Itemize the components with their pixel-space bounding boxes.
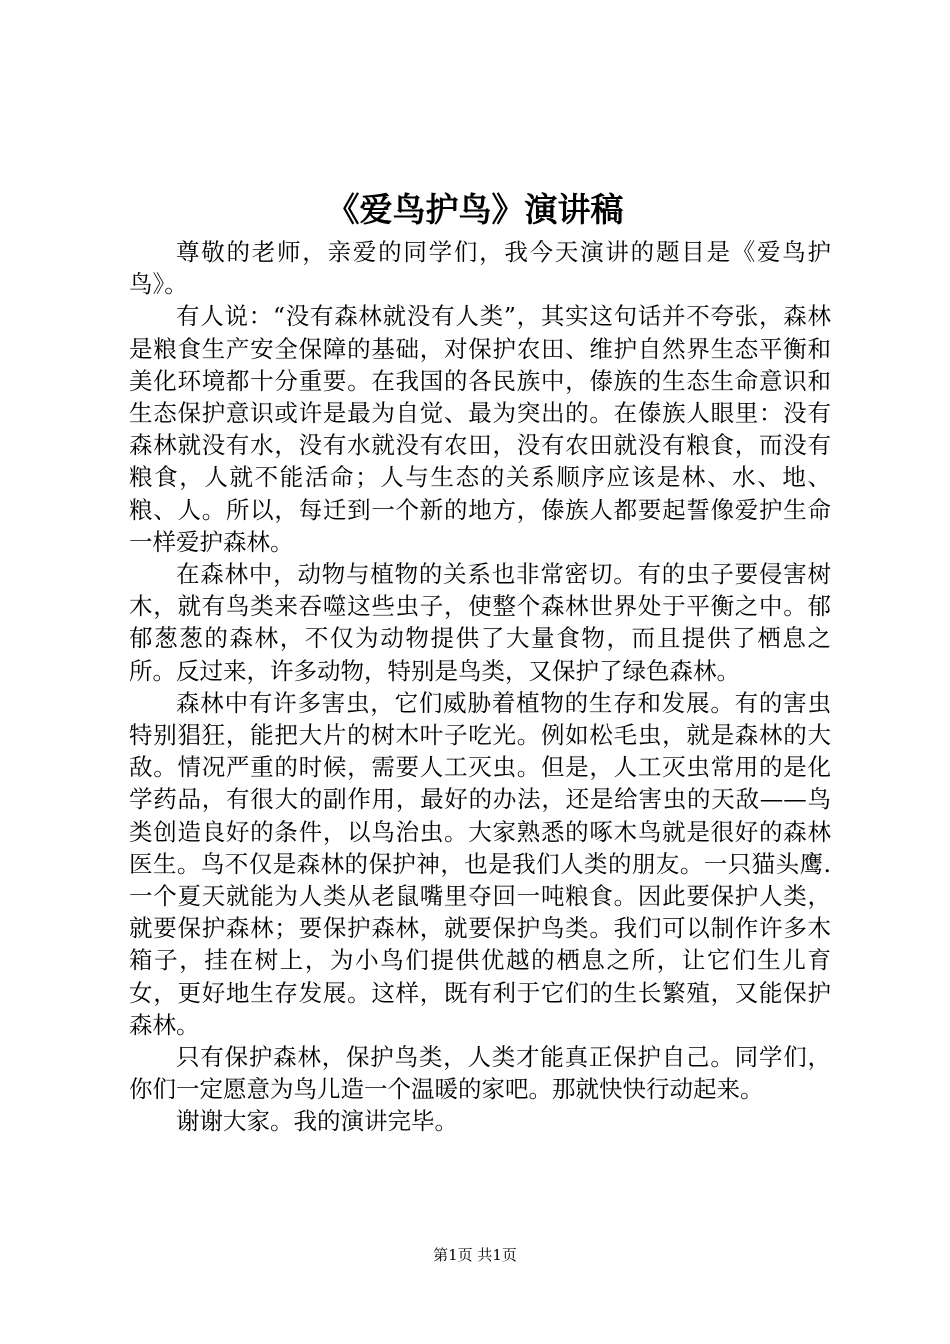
paragraph-call-to-action: 只有保护森林，保护鸟类，人类才能真正保护自己。同学们，你们一定愿意为鸟儿造一个温暖的家吧。那就快快行动起来。 [129, 1043, 831, 1104]
paragraph-greeting: 尊敬的老师，亲爱的同学们，我今天演讲的题目是《爱鸟护鸟》。 [129, 238, 831, 299]
page-footer: 第1页 共1页 [433, 1246, 517, 1264]
document-body [129, 236, 831, 1138]
paragraph-animal-plant-relation: 在森林中，动物与植物的关系也非常密切。有的虫子要侵害树木，就有鸟类来吞噬这些虫子，使整个森林世界处于平衡之中。郁郁葱葱的森林，不仅为动物提供了大量食物，而且提供了栖息之所。反过来，许多动物，特别是鸟类，又保护了绿色森林。 [129, 560, 831, 685]
paragraph-closing: 谢谢大家。我的演讲完毕。 [176, 1107, 458, 1136]
paragraph-forest-importance: 有人说：“没有森林就没有人类”，其实这句话并不夸张，森林是粮食生产安全保障的基础，对保护农田、维护自然界生态平衡和美化环境都十分重要。在我国的各民族中，傣族的生态生命意识和生态保护意识或许是最为自觉、最为突出的。在傣族人眼里：没有森林就没有水，没有水就没有农田，没有农田就没有粮食，而没有粮食，人就不能活命；人与生态的关系顺序应该是林、水、地、粮、人。所以，每迁到一个新的地方，傣族人都要起誓像爱护生命一样爱护森林。 [129, 302, 831, 556]
paragraph-pests-and-birds: 森林中有许多害虫，它们威胁着植物的生存和发展。有的害虫特别猖狂，能把大片的树木叶子吃光。例如松毛虫，就是森林的大敌。情况严重的时候，需要人工灭虫。但是，人工灭虫常用的是化学药品，有很大的副作用，最好的办法，还是给害虫的天敌——鸟类创造良好的条件，以鸟治虫。大家熟悉的啄木鸟就是很好的森林医生。鸟不仅是森林的保护神，也是我们人类的朋友。一只猫头鹰.一个夏天就能为人类从老鼠嘴里夺回一吨粮食。因此要保护人类，就要保护森林；要保护森林，就要保护鸟类。我们可以制作许多木箱子，挂在树上，为小鸟们提供优越的栖息之所，让它们生儿育女，更好地生存发展。这样，既有利于它们的生长繁殖，又能保护森林。 [129, 688, 831, 1039]
document-title: 《爱鸟护鸟》演讲稿 [326, 190, 624, 229]
